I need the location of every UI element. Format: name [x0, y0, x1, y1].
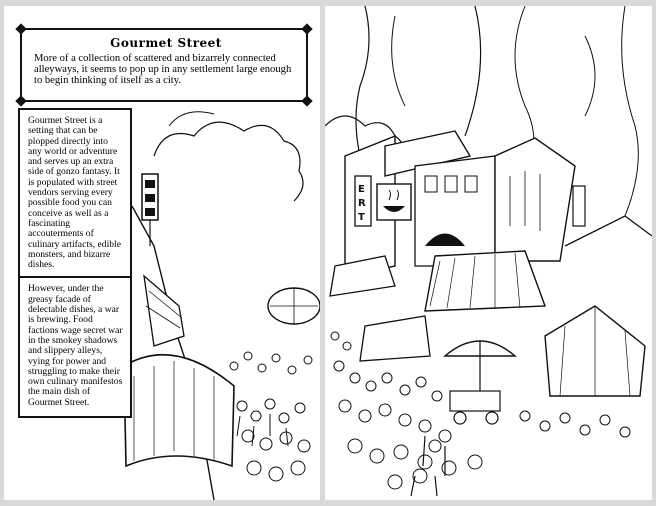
- page-title: Gourmet Street: [110, 36, 222, 50]
- intro-text: More of a collection of scattered and bizarrely connected alleyways, it seems to pop up in any settlement large enough to begin thinking of itself as a city.: [34, 53, 292, 86]
- right-page: [325, 6, 652, 500]
- sidebar-divider: [20, 276, 130, 278]
- title-box: [20, 28, 308, 102]
- sidebar-paragraph-1: Gourmet Street is a setting that can be plopped directly into any world or adventure and serves up an extra side of gonzo fantasy. It is populated with street vendors serving every possible food you can conceive as well as a fascinating accouterments of culinary artifacts, edible monsters, and bizarre dishes.: [28, 115, 121, 271]
- right-illustration: [325, 6, 652, 500]
- tower-sign-letter-3: T: [358, 212, 365, 223]
- sidebar-paragraph-2: However, under the greasy facade of delectable dishes, a war is brewing. Food factions wage secret war in the smokey shadows and slippery alleys, vying for power and struggling to make their own culinary manifestos the main dish of Gourmet Street.: [28, 283, 123, 408]
- left-page: [4, 6, 320, 500]
- tower-sign-letter-2: R: [358, 198, 366, 209]
- tower-sign-letter-1: E: [358, 184, 365, 195]
- sidebar-box: [18, 108, 132, 418]
